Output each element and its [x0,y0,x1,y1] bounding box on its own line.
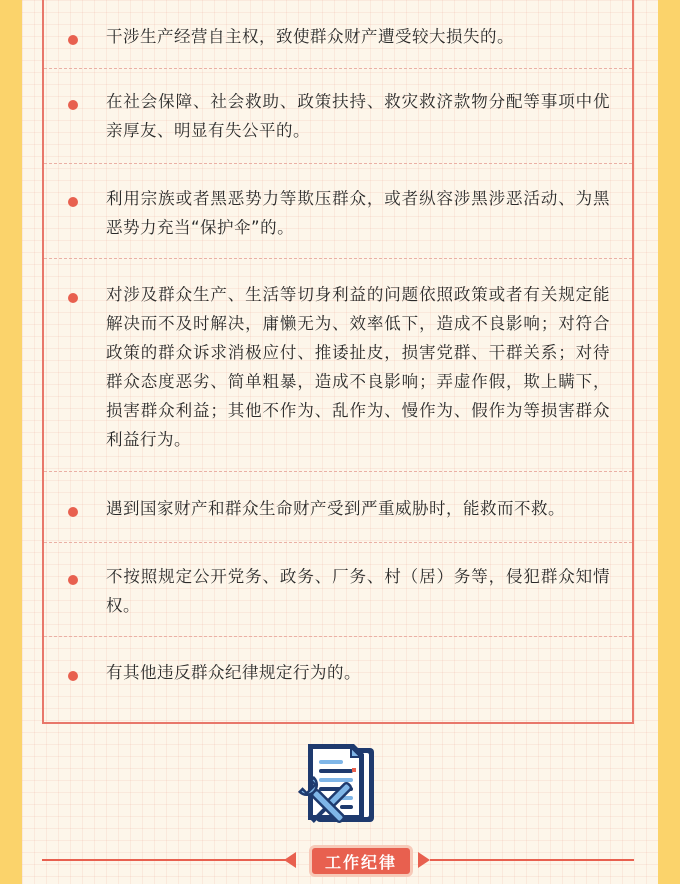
item-text: 有其他违反群众纪律规定行为的。 [106,663,361,682]
paper-background [22,0,658,884]
item-text: 在社会保障、社会救助、政策扶持、救灾救济款物分配等事项中优亲厚友、明显有失公平的。 [106,92,610,140]
bullet-dot [68,671,78,681]
bullet-dot [68,197,78,207]
dashed-divider [44,258,632,259]
item-text: 对涉及群众生产、生活等切身利益的问题依照政策或者有关规定能解决而不及时解决，庸懒无为、效率低下，造成不良影响；对符合政策的群众诉求消极应付、推诿扯皮，损害党群、干群关系；对待群众态度恶劣、简单粗暴，造成不良影响；弄虚作假，欺上瞒下，损害群众利益；其他不作为、乱作为、慢作为、假作为等损害群众利益行为。 [106,285,610,449]
right-arrow-icon [418,852,430,868]
left-arrow-icon [284,852,296,868]
document-tools-icon [294,742,384,834]
dashed-divider [44,542,632,543]
item-text: 不按照规定公开党务、政务、厂务、村（居）务等，侵犯群众知情权。 [106,567,610,615]
dashed-divider [44,636,632,637]
discipline-list [42,0,634,724]
dashed-divider [44,163,632,164]
bullet-dot [68,575,78,585]
footer-rule-right [430,859,634,861]
item-text: 干涉生产经营自主权，致使群众财产遭受较大损失的。 [106,27,514,46]
dashed-divider [44,68,632,69]
bullet-dot [68,100,78,110]
item-text: 利用宗族或者黑恶势力等欺压群众，或者纵容涉黑涉恶活动、为黑恶势力充当“保护伞”的。 [106,189,610,237]
item-text: 遇到国家财产和群众生命财产受到严重威胁时，能救而不救。 [106,499,565,518]
bullet-dot [68,35,78,45]
bullet-dot [68,293,78,303]
footer-title-badge: 工作纪律 [309,845,413,877]
bullet-dot [68,507,78,517]
footer-rule-left [42,859,290,861]
dashed-divider [44,471,632,472]
